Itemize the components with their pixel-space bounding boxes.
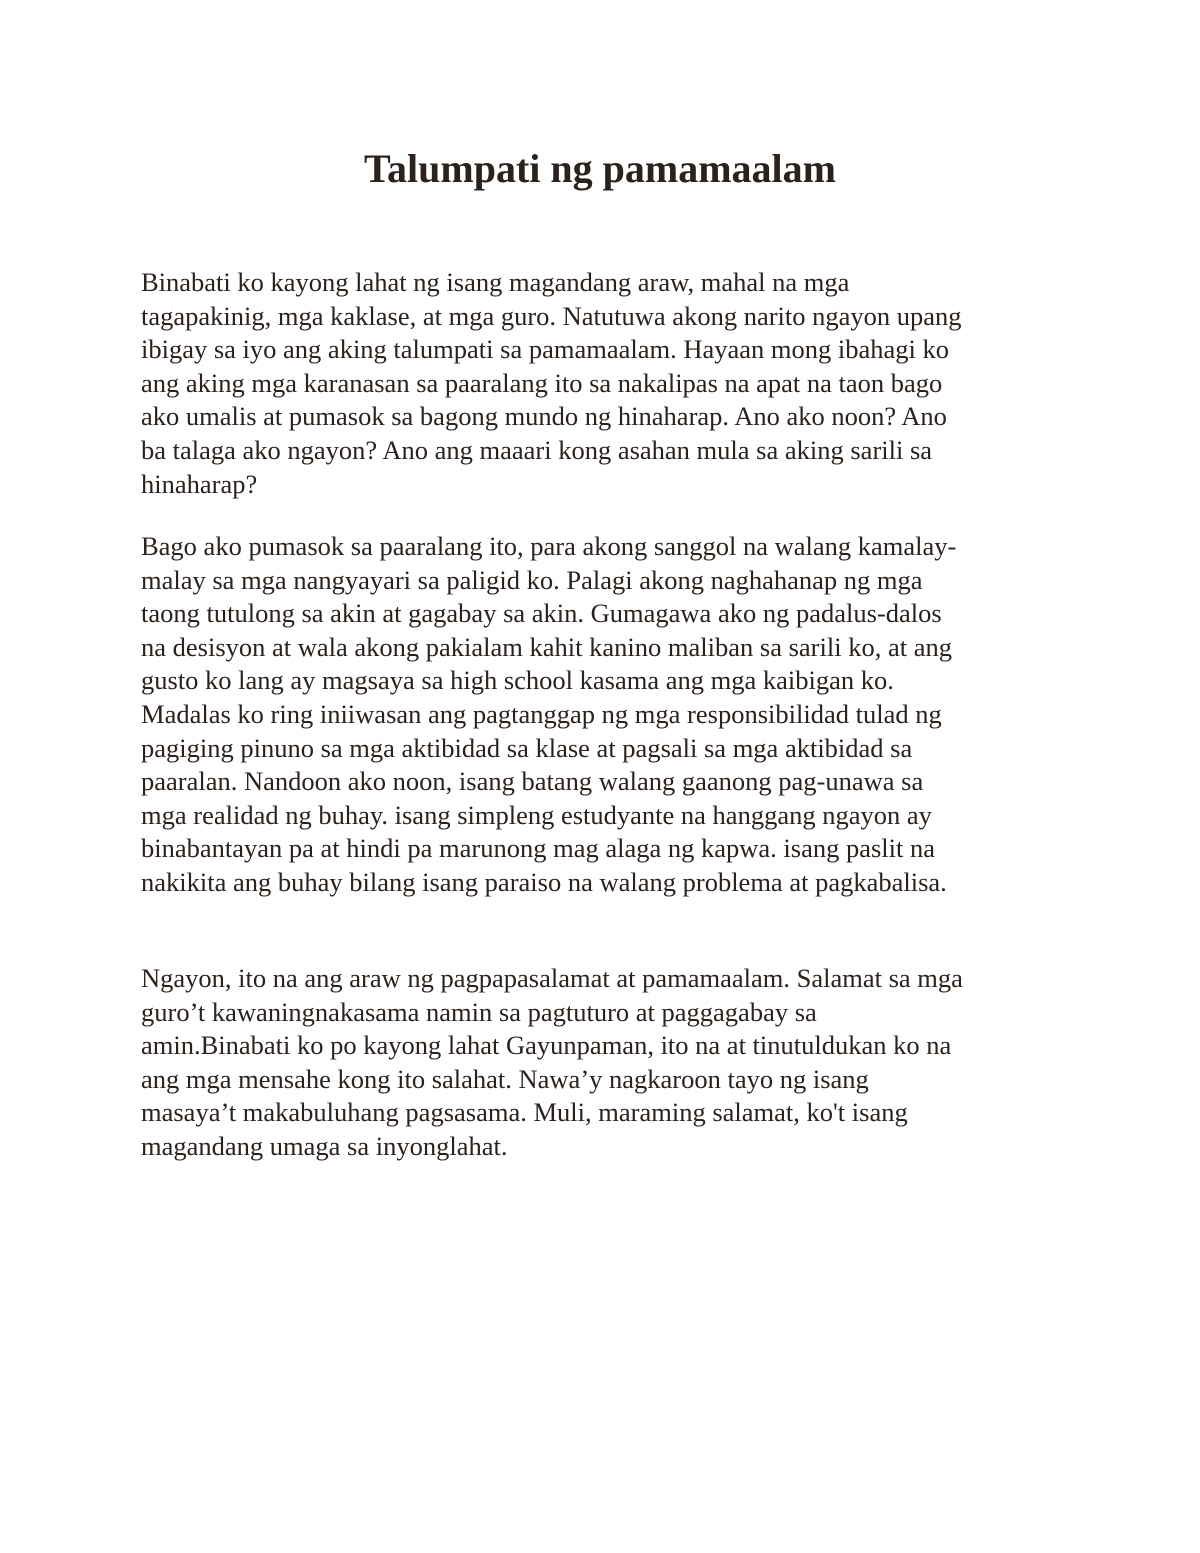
- text-line: hinaharap?: [141, 468, 258, 499]
- paragraph-2: [141, 530, 1061, 900]
- text-line: Ngayon, ito na ang araw ng pagpapasalamat at pamamaalam. Salamat sa mga: [141, 963, 963, 993]
- text-line: ang aking mga karanasan sa paaralang ito sa nakalipas na apat na taon bago: [141, 367, 943, 398]
- text-line: paaralan. Nandoon ako noon, isang batang walang gaanong pag-unawa sa: [141, 766, 924, 797]
- text-line: Madalas ko ring iniiwasan ang pagtanggap ng mga responsibilidad tulad ng: [141, 698, 942, 729]
- text-line: na desisyon at wala akong pakialam kahit kanino maliban sa sarili ko, at ang: [141, 631, 952, 662]
- text-line: ba talaga ako ngayon? Ano ang maaari kong asahan mula sa aking sarili sa: [141, 434, 933, 465]
- text-line: nakikita ang buhay bilang isang paraiso na walang problema at pagkabalisa.: [141, 866, 947, 897]
- text-line: magandang umaga sa inyonglahat.: [141, 1130, 508, 1161]
- text-line: mga realidad ng buhay. isang simpleng estudyante na hanggang ngayon ay: [141, 799, 932, 830]
- text-line: gusto ko lang ay magsaya sa high school kasama ang mga kaibigan ko.: [141, 665, 894, 696]
- text-line: tagapakinig, mga kaklase, at mga guro. Natutuwa akong narito ngayon upang: [141, 300, 962, 331]
- paragraph-3: [141, 962, 1061, 1164]
- document-title: Talumpati ng pamamaalam: [364, 146, 836, 191]
- text-line: taong tutulong sa akin at gagabay sa akin. Gumagawa ako ng padalus-dalos: [141, 598, 942, 629]
- text-line: Binabati ko kayong lahat ng isang magandang araw, mahal na mga: [141, 267, 850, 297]
- text-line: pagiging pinuno sa mga aktibidad sa klase at pagsali sa mga aktibidad sa: [141, 732, 913, 763]
- text-line: masaya’t makabuluhang pagsasama. Muli, maraming salamat, ko't isang: [141, 1097, 908, 1128]
- text-line: malay sa mga nangyayari sa paligid ko. Palagi akong naghahanap ng mga: [141, 564, 923, 595]
- text-line: amin.Binabati ko po kayong lahat Gayunpaman, ito na at tinutuldukan ko na: [141, 1030, 952, 1061]
- text-line: guro’t kawaningnakasama namin sa pagtuturo at paggagabay sa: [141, 996, 817, 1027]
- text-line: ako umalis at pumasok sa bagong mundo ng hinaharap. Ano ako noon? Ano: [141, 401, 947, 432]
- text-line: ibigay sa iyo ang aking talumpati sa pamamaalam. Hayaan mong ibahagi ko: [141, 334, 950, 365]
- paragraph-1: [141, 266, 1061, 501]
- text-line: ang mga mensahe kong ito salahat. Nawa’y nagkaroon tayo ng isang: [141, 1063, 869, 1094]
- text-line: Bago ako pumasok sa paaralang ito, para akong sanggol na walang kamalay-: [141, 531, 957, 561]
- text-line: binabantayan pa at hindi pa marunong mag alaga ng kapwa. isang paslit na: [141, 833, 936, 864]
